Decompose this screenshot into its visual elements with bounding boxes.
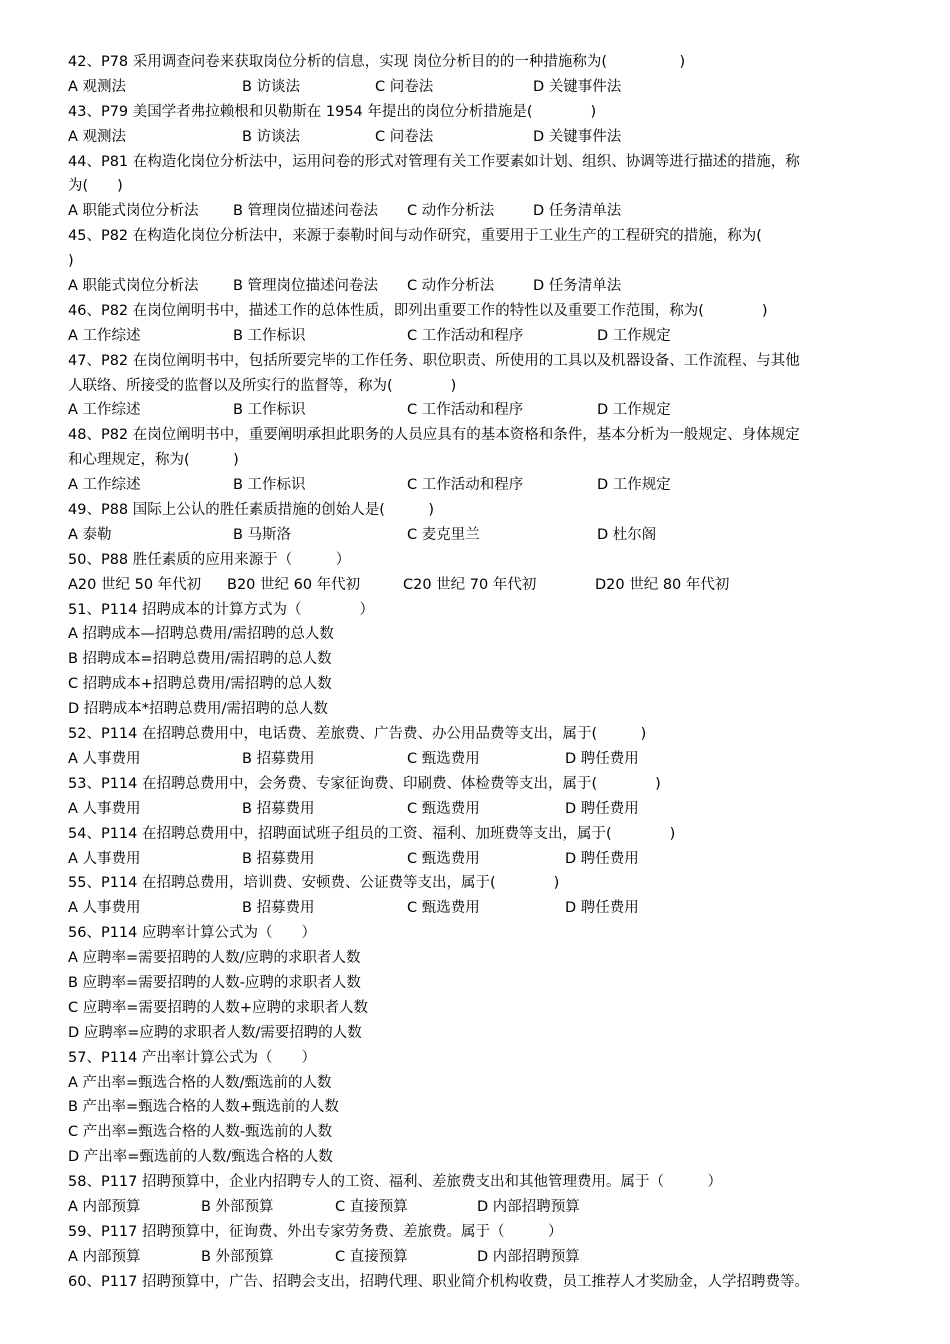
- question-line: 52、P114 在招聘总费用中，电话费、差旅费、广告费、办公用品费等支出，属于( ): [68, 726, 647, 743]
- question-line: 44、P81 在构造化岗位分析法中，运用问卷的形式对管理有关工作要素如计划、组织、协调等进行描述的措施，称: [68, 153, 800, 170]
- answer-option: D 杜尔阁: [597, 526, 657, 543]
- answer-option: D 内部招聘预算: [477, 1198, 580, 1215]
- question-line: 59、P117 招聘预算中，征询费、外出专家劳务费、差旅费。属于（ ）: [68, 1223, 563, 1240]
- answer-option: D 任务清单法: [533, 203, 622, 220]
- answer-option: B 招募费用: [242, 750, 315, 767]
- answer-option: D 工作规定: [597, 327, 671, 344]
- answer-option: D 聘任费用: [565, 800, 639, 817]
- answer-option: A 人事费用: [68, 800, 141, 817]
- answer-option: C 直接预算: [335, 1198, 408, 1215]
- question-line: 57、P114 产出率计算公式为（ ）: [68, 1049, 316, 1066]
- answer-option: B 外部预算: [201, 1198, 274, 1215]
- answer-option: D 关键事件法: [533, 128, 622, 145]
- answer-option: A 内部预算: [68, 1248, 141, 1265]
- answer-option: A 观测法: [68, 78, 127, 95]
- answer-option: A 人事费用: [68, 750, 141, 767]
- question-line: 为( ): [68, 178, 123, 195]
- answer-option: A20 世纪 50 年代初: [68, 576, 202, 593]
- option-row: [68, 523, 888, 548]
- answer-option: A 观测法: [68, 128, 127, 145]
- answer-option: C 工作活动和程序: [407, 402, 524, 419]
- answer-option: B 马斯洛: [233, 526, 292, 543]
- question-line: 42、P78 采用调查问卷来获取岗位分析的信息，实现 岗位分析目的的一种措施称为( ): [68, 54, 686, 70]
- question-line: 49、P88 国际上公认的胜任素质措施的创始人是( ): [68, 502, 435, 519]
- answer-option: C 问卷法: [375, 78, 434, 95]
- answer-option: A 泰勒: [68, 526, 112, 543]
- answer-option: C 工作活动和程序: [407, 477, 524, 494]
- question-line: 55、P114 在招聘总费用，培训费、安顿费、公证费等支出，属于( ): [68, 875, 560, 892]
- question-line: 51、P114 招聘成本的计算方式为（ ）: [68, 601, 374, 618]
- option-row: [68, 75, 888, 100]
- answer-option: C 直接预算: [335, 1248, 408, 1265]
- answer-option: B 工作标识: [233, 402, 306, 419]
- question-line: B 招聘成本=招聘总费用/需招聘的总人数: [68, 651, 332, 668]
- question-line: C 产出率=甄选合格的人数-甄选前的人数: [68, 1124, 333, 1141]
- answer-option: B 外部预算: [201, 1248, 274, 1265]
- question-line: D 产出率=甄选前的人数/甄选合格的人数: [68, 1149, 333, 1166]
- question-line: ): [68, 253, 74, 270]
- answer-option: A 人事费用: [68, 900, 141, 917]
- answer-option: C 甄选费用: [407, 850, 480, 867]
- answer-option: A 职能式岗位分析法: [68, 278, 199, 295]
- answer-option: C 动作分析法: [407, 203, 495, 220]
- question-line: 和心理规定，称为( ): [68, 452, 239, 469]
- question-line: 50、P88 胜任素质的应用来源于（ ）: [68, 551, 351, 568]
- question-line: 43、P79 美国学者弗拉赖根和贝勒斯在 1954 年提出的岗位分析措施是( ): [68, 103, 597, 120]
- option-row: [68, 797, 888, 822]
- answer-option: B 访谈法: [242, 78, 301, 95]
- question-line: D 应聘率=应聘的求职者人数/需要招聘的人数: [68, 1024, 362, 1041]
- question-line: A 招聘成本—招聘总费用/需招聘的总人数: [68, 626, 334, 643]
- answer-option: C 问卷法: [375, 128, 434, 145]
- answer-option: A 内部预算: [68, 1198, 141, 1215]
- answer-option: D20 世纪 80 年代初: [595, 576, 730, 593]
- answer-option: A 人事费用: [68, 850, 141, 867]
- answer-option: D 工作规定: [597, 402, 671, 419]
- option-row: [68, 274, 888, 299]
- answer-option: B 管理岗位描述问卷法: [233, 278, 379, 295]
- option-row: [68, 1195, 888, 1220]
- option-row: [68, 896, 888, 921]
- question-line: C 应聘率=需要招聘的人数+应聘的求职者人数: [68, 999, 369, 1016]
- answer-option: B 招募费用: [242, 850, 315, 867]
- answer-option: B 招募费用: [242, 800, 315, 817]
- option-row: [68, 199, 888, 224]
- question-line: 47、P82 在岗位阐明书中，包括所要完毕的工作任务、职位职责、所使用的工具以及机器设备、工作流程、与其他: [68, 352, 800, 369]
- document-page: [68, 50, 888, 1295]
- option-row: [68, 1245, 888, 1270]
- answer-option: B 工作标识: [233, 477, 306, 494]
- answer-option: B 访谈法: [242, 128, 301, 145]
- option-row: [68, 125, 888, 150]
- option-row: [68, 324, 888, 349]
- option-row: [68, 747, 888, 772]
- answer-option: C 甄选费用: [407, 800, 480, 817]
- question-line: 56、P114 应聘率计算公式为（ ）: [68, 925, 316, 942]
- question-line: B 应聘率=需要招聘的人数-应聘的求职者人数: [68, 974, 361, 991]
- answer-option: D 工作规定: [597, 477, 671, 494]
- answer-option: C 甄选费用: [407, 900, 480, 917]
- question-line: 45、P82 在构造化岗位分析法中，来源于泰勒时间与动作研究，重要用于工业生产的工程研究的措施，称为(: [68, 228, 762, 245]
- answer-option: D 聘任费用: [565, 900, 639, 917]
- question-line: D 招聘成本*招聘总费用/需招聘的总人数: [68, 701, 328, 718]
- question-line: C 招聘成本+招聘总费用/需招聘的总人数: [68, 676, 332, 693]
- question-line: 58、P117 招聘预算中，企业内招聘专人的工资、福利、差旅费支出和其他管理费用。属于（ ）: [68, 1174, 722, 1191]
- answer-option: A 职能式岗位分析法: [68, 203, 199, 220]
- option-row: [68, 473, 888, 498]
- answer-option: A 工作综述: [68, 477, 141, 494]
- answer-option: B 工作标识: [233, 327, 306, 344]
- answer-option: C 麦克里兰: [407, 526, 480, 543]
- answer-option: C 工作活动和程序: [407, 327, 524, 344]
- option-row: [68, 573, 888, 598]
- question-line: 54、P114 在招聘总费用中，招聘面试班子组员的工资、福利、加班费等支出，属于( ): [68, 825, 676, 842]
- answer-option: C 动作分析法: [407, 278, 495, 295]
- answer-option: C 甄选费用: [407, 750, 480, 767]
- answer-option: D 聘任费用: [565, 750, 639, 767]
- answer-option: B20 世纪 60 年代初: [227, 576, 361, 593]
- question-line: 60、P117 招聘预算中，广告、招聘会支出，招聘代理、职业简介机构收费，员工推荐人才奖励金，人学招聘费等。: [68, 1273, 809, 1290]
- question-line: 48、P82 在岗位阐明书中，重要阐明承担此职务的人员应具有的基本资格和条件，基本分析为一般规定、身体规定: [68, 427, 800, 444]
- answer-option: B 招募费用: [242, 900, 315, 917]
- answer-option: A 工作综述: [68, 402, 141, 419]
- answer-option: B 管理岗位描述问卷法: [233, 203, 379, 220]
- answer-option: A 工作综述: [68, 327, 141, 344]
- question-line: 人联络、所接受的监督以及所实行的监督等，称为( ): [68, 377, 457, 394]
- answer-option: D 关键事件法: [533, 78, 622, 95]
- question-line: B 产出率=甄选合格的人数+甄选前的人数: [68, 1099, 339, 1116]
- question-line: 53、P114 在招聘总费用中，会务费、专家征询费、印刷费、体检费等支出，属于( ): [68, 775, 661, 792]
- option-row: [68, 847, 888, 872]
- answer-option: C20 世纪 70 年代初: [403, 576, 537, 593]
- option-row: [68, 398, 888, 423]
- question-line: 46、P82 在岗位阐明书中，描述工作的总体性质，即列出重要工作的特性以及重要工作范围，称为( ): [68, 302, 768, 319]
- answer-option: D 聘任费用: [565, 850, 639, 867]
- answer-option: D 内部招聘预算: [477, 1248, 580, 1265]
- answer-option: D 任务清单法: [533, 278, 622, 295]
- question-line: A 产出率=甄选合格的人数/甄选前的人数: [68, 1074, 332, 1091]
- question-line: A 应聘率=需要招聘的人数/应聘的求职者人数: [68, 950, 361, 967]
